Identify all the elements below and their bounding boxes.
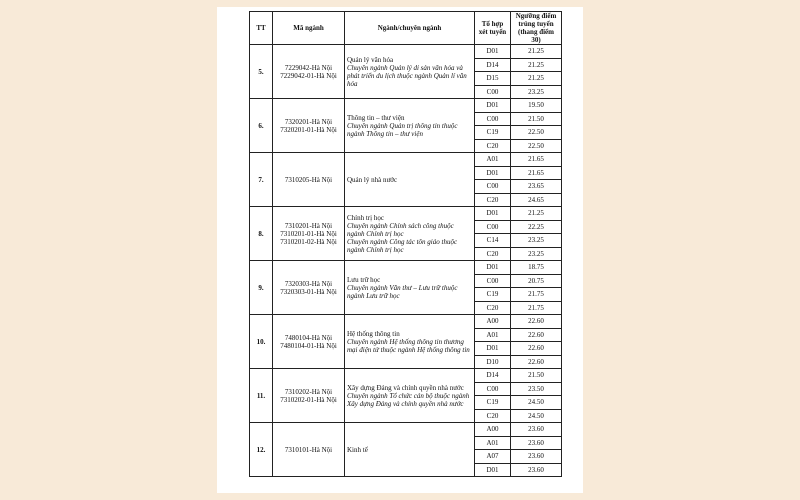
major-code: 7310101-Hà Nội [273,423,345,477]
header-code: Mã ngành [273,12,345,45]
row-number: 10. [250,315,273,369]
subject-combo: C20 [475,409,511,423]
subject-combo: D01 [475,463,511,477]
major-name [345,369,475,423]
cutoff-score: 22.60 [511,342,562,356]
major-name [345,45,475,99]
major-subtitle: Chuyên ngành Quản lý di sản văn hóa và phát triển du lịch thuộc ngành Quản lí văn hóa [347,63,467,88]
subject-combo: C20 [475,139,511,153]
subject-combo: D01 [475,342,511,356]
major-name [345,153,475,207]
table-row [250,369,562,383]
row-number: 11. [250,369,273,423]
subject-combo: D15 [475,72,511,86]
cutoff-score: 21.65 [511,166,562,180]
subject-combo: C00 [475,220,511,234]
cutoff-score: 23.25 [511,234,562,248]
cutoff-score: 23.25 [511,247,562,261]
cutoff-score: 21.75 [511,288,562,302]
major-title: Kinh tế [347,445,368,454]
major-name [345,261,475,315]
table-row [250,99,562,113]
cutoff-score: 23.25 [511,85,562,99]
cutoff-score: 22.50 [511,126,562,140]
major-subtitle: Chuyên ngành Quản trị thông tin thuộc ngành Thông tin – thư viện [347,121,458,138]
cutoff-score: 21.75 [511,301,562,315]
header-score: Ngưỡng điểm trúng tuyển (thang điểm 30) [511,12,562,45]
cutoff-score: 19.50 [511,99,562,113]
cutoff-score: 21.25 [511,45,562,59]
document-page [217,7,583,493]
cutoff-score: 23.65 [511,180,562,194]
admission-score-table [249,11,562,477]
cutoff-score: 21.50 [511,112,562,126]
cutoff-score: 22.60 [511,328,562,342]
cutoff-score: 23.50 [511,382,562,396]
table-row [250,423,562,437]
row-number: 5. [250,45,273,99]
subject-combo: A01 [475,436,511,450]
major-code: 7310202-Hà Nội 7310202-01-Hà Nội [273,369,345,423]
subject-combo: C19 [475,396,511,410]
cutoff-score: 22.60 [511,315,562,329]
major-title: Thông tin – thư viện [347,113,405,122]
subject-combo: A07 [475,450,511,464]
subject-combo: C20 [475,193,511,207]
subject-combo: C00 [475,180,511,194]
cutoff-score: 22.25 [511,220,562,234]
major-name [345,315,475,369]
subject-combo: C20 [475,247,511,261]
row-number: 7. [250,153,273,207]
table-row [250,207,562,221]
subject-combo: C00 [475,85,511,99]
subject-combo: D14 [475,369,511,383]
cutoff-score: 24.50 [511,409,562,423]
major-name [345,207,475,261]
cutoff-score: 21.25 [511,207,562,221]
cutoff-score: 21.50 [511,369,562,383]
subject-combo: D01 [475,99,511,113]
major-code: 7310205-Hà Nội [273,153,345,207]
table-row [250,315,562,329]
cutoff-score: 21.25 [511,72,562,86]
major-code: 7320303-Hà Nội 7320303-01-Hà Nội [273,261,345,315]
cutoff-score: 22.60 [511,355,562,369]
major-code: 7310201-Hà Nội 7310201-01-Hà Nội 7310201-02-Hà Nội [273,207,345,261]
cutoff-score: 23.60 [511,450,562,464]
major-subtitle: Chuyên ngành Văn thư – Lưu trữ thuộc ngành Lưu trữ học [347,283,458,300]
table-row [250,261,562,275]
subject-combo: D01 [475,166,511,180]
header-combo: Tổ hợp xét tuyển [475,12,511,45]
table-row [250,45,562,59]
major-title: Xây dựng Đảng và chính quyền nhà nước [347,383,464,392]
cutoff-score: 23.60 [511,436,562,450]
table-header-row [250,12,562,45]
subject-combo: D10 [475,355,511,369]
row-number: 12. [250,423,273,477]
row-number: 6. [250,99,273,153]
header-major: Ngành/chuyên ngành [345,12,475,45]
header-tt: TT [250,12,273,45]
major-subtitle: Chuyên ngành Tổ chức cán bộ thuộc ngành Xây dựng Đảng và chính quyền nhà nước [347,391,470,408]
major-title: Quản lý nhà nước [347,175,398,184]
subject-combo: C20 [475,301,511,315]
subject-combo: D01 [475,261,511,275]
subject-combo: A00 [475,315,511,329]
cutoff-score: 21.65 [511,153,562,167]
subject-combo: C19 [475,126,511,140]
subject-combo: A01 [475,153,511,167]
major-subtitle: Chuyên ngành Hệ thống thông tin thương mại điện tử thuộc ngành Hệ thống thông tin [347,337,470,354]
major-name [345,99,475,153]
major-title: Quản lý văn hóa [347,55,394,64]
subject-combo: C00 [475,112,511,126]
major-title: Chính trị học [347,213,384,222]
cutoff-score: 22.50 [511,139,562,153]
cutoff-score: 24.50 [511,396,562,410]
subject-combo: C19 [475,288,511,302]
cutoff-score: 18.75 [511,261,562,275]
cutoff-score: 24.65 [511,193,562,207]
major-title: Hệ thống thông tin [347,329,400,338]
major-code: 7229042-Hà Nội 7229042-01-Hà Nội [273,45,345,99]
major-subtitle: Chuyên ngành Chính sách công thuộc ngành Chính trị học Chuyên ngành Công tác tôn giáo thuộc ngành Chính trị học [347,221,458,254]
subject-combo: C00 [475,382,511,396]
cutoff-score: 21.25 [511,58,562,72]
subject-combo: A01 [475,328,511,342]
table-row [250,153,562,167]
major-code: 7480104-Hà Nội 7480104-01-Hà Nội [273,315,345,369]
cutoff-score: 20.75 [511,274,562,288]
subject-combo: C14 [475,234,511,248]
subject-combo: D01 [475,45,511,59]
subject-combo: D14 [475,58,511,72]
subject-combo: A00 [475,423,511,437]
cutoff-score: 23.60 [511,423,562,437]
major-code: 7320201-Hà Nội 7320201-01-Hà Nội [273,99,345,153]
major-title: Lưu trữ học [347,275,381,284]
row-number: 9. [250,261,273,315]
subject-combo: D01 [475,207,511,221]
subject-combo: C00 [475,274,511,288]
major-name [345,423,475,477]
table-body [250,45,562,477]
cutoff-score: 23.60 [511,463,562,477]
row-number: 8. [250,207,273,261]
